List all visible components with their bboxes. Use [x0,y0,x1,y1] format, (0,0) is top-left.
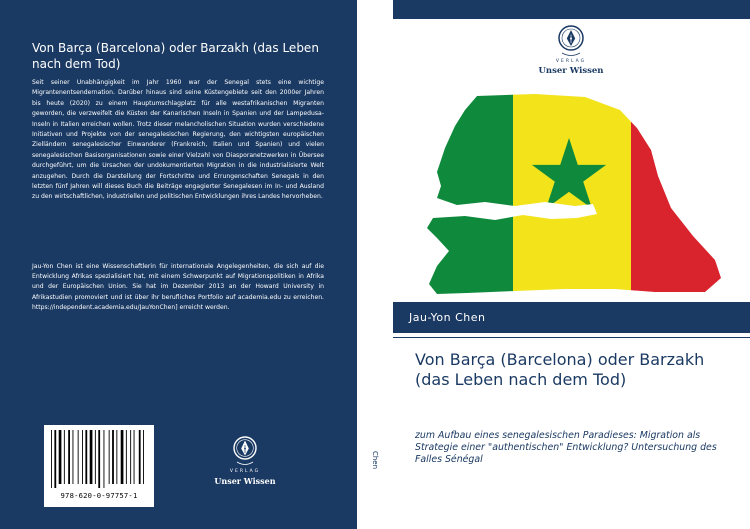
barcode-bars-icon [50,430,148,488]
back-cover-title: Von Barça (Barcelona) oder Barzakh (das Leben nach dem Tod) [32,41,319,71]
flag-green-band [415,88,513,298]
spine-author: Chen [371,450,379,470]
front-cover [393,0,750,529]
front-author-name: Jau-Yon Chen [409,311,486,324]
front-publisher-logo [511,23,631,83]
author-band [393,302,750,333]
isbn-barcode [44,425,154,507]
author-biography: Jau-Yon Chen ist eine Wissenschaftlerin für internationale Angelegenheiten, die sich auf die Entwicklung Afrikas spezialisiert hat, mit einem Schwerpunkt auf Migrationspolitiken in Afrika und der Europäischen Union. Sie hat im Dezember 2013 an der Howard University in Afrikastudien promoviert und ist über ihr berufliches Portfolio auf academia.edu zu erreichen. https://independent.academia.edu/JauYonChen] erreicht werden. [32,263,324,311]
front-top-bar [393,0,750,19]
front-cover-subtitle: zum Aufbau eines senegalesischen Paradieses: Migration als Strategie einer "authentischen" Entwicklung? Untersuchung des Falles Sénégal [415,430,717,465]
back-cover [0,0,357,529]
publisher-verlag-label: VERLAG [229,469,261,474]
isbn-number: 978-620-0-97757-1 [60,491,138,500]
senegal-flag-map-image [415,88,735,298]
publisher-name: Unser Wissen [538,66,604,76]
publisher-name: Unser Wissen [214,476,276,486]
spine [357,0,393,529]
flag-red-band [631,88,735,298]
fountain-pen-nib-icon [558,25,584,59]
back-publisher-logo [205,432,285,492]
front-cover-title: Von Barça (Barcelona) oder Barzakh (das Leben nach dem Tod) [415,350,705,389]
back-cover-blurb: Seit seiner Unabhängigkeit im Jahr 1960 war der Senegal stets eine wichtige Migrantenentsendernation. Darüber hinaus sind seine Küstengebiete seit den 2000er Jahren bis heute (2020) zu einem Hauptumschlagplatz für alle westafrikanischen Migranten geworden, die verzweifelt die Küsten der Kanarischen Inseln in Spanien und der Lampedusa-Inseln in Italien erreichen wollen. Trotz dieser melancholischen Situation wurden verschiedene Initiativen und Projekte von der senegalesischen Regierung, den wichtigsten europäischen Zielländern senegalesischer Einwanderer (Frankreich, Italien und Spanien) und vielen senegalesischen Basisorganisationen sowie einer Vielzahl von Diasporanetzwerken in Übersee durchgeführt, um die Ursachen der undokumentierten Migration in die industrialisierte Welt anzugehen. Durch die Darstellung der Fortschritte und Errungenschaften Senegals in den letzten fünf Jahren will dieses Buch die Beiträge engagierter Senegalesen im In- und Ausland zu den wirtschaftlichen, industriellen und politischen Entwicklungen ihres Landes hervorheben. [32,79,324,201]
publisher-verlag-label: VERLAG [555,59,587,64]
fountain-pen-nib-icon [233,436,257,468]
divider [393,337,750,338]
